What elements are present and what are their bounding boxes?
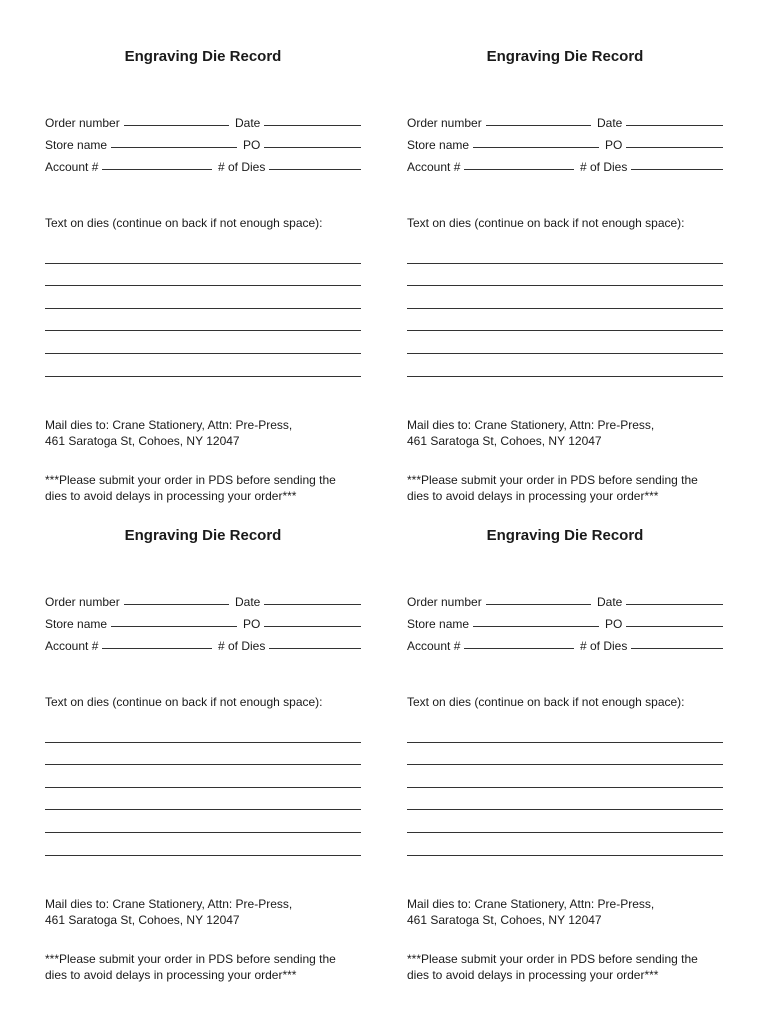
order-number-field[interactable] xyxy=(124,125,229,126)
order-date-row xyxy=(407,117,723,139)
dies-text-line[interactable] xyxy=(407,743,723,766)
dies-text-line[interactable] xyxy=(407,331,723,354)
engraving-die-record-card xyxy=(45,48,361,503)
submission-note xyxy=(45,472,361,504)
date-label: Date xyxy=(597,595,623,609)
dies-text-line[interactable] xyxy=(45,331,361,354)
account-field[interactable] xyxy=(464,169,574,170)
dies-text-line[interactable] xyxy=(45,354,361,377)
order-number-label: Order number xyxy=(45,595,120,609)
dies-text-line[interactable] xyxy=(407,833,723,856)
date-label: Date xyxy=(235,595,261,609)
mail-line-2: 461 Saratoga St, Cohoes, NY 12047 xyxy=(45,433,240,448)
store-name-label: Store name xyxy=(407,617,470,631)
mailing-address xyxy=(45,417,361,449)
dies-text-lines xyxy=(407,720,723,856)
dies-text-line[interactable] xyxy=(45,833,361,856)
account-label: Account # xyxy=(407,639,461,653)
dies-text-line[interactable] xyxy=(45,788,361,811)
dies-text-line[interactable] xyxy=(407,286,723,309)
card-title: Engraving Die Record xyxy=(486,527,644,544)
po-label: PO xyxy=(243,138,261,152)
po-field[interactable] xyxy=(626,147,723,148)
po-label: PO xyxy=(605,138,623,152)
card-title: Engraving Die Record xyxy=(124,48,282,65)
num-dies-field[interactable] xyxy=(269,169,361,170)
note-line-2: dies to avoid delays in processing your order*** xyxy=(45,967,297,982)
po-field[interactable] xyxy=(626,626,723,627)
dies-text-line[interactable] xyxy=(45,810,361,833)
account-label: Account # xyxy=(45,160,99,174)
submission-note xyxy=(407,472,723,504)
store-name-field[interactable] xyxy=(473,147,599,148)
submission-note xyxy=(407,951,723,983)
account-label: Account # xyxy=(407,160,461,174)
dies-text-lines xyxy=(45,720,361,856)
order-date-row xyxy=(45,117,361,139)
account-dies-row xyxy=(45,161,361,183)
order-number-label: Order number xyxy=(45,116,120,130)
store-po-row xyxy=(407,618,723,640)
dies-text-label: Text on dies (continue on back if not enough space): xyxy=(45,216,323,230)
store-po-row xyxy=(407,139,723,161)
dies-text-line[interactable] xyxy=(407,264,723,287)
account-field[interactable] xyxy=(464,648,574,649)
mail-line-1: Mail dies to: Crane Stationery, Attn: Pre-Press, xyxy=(407,417,655,432)
dies-text-line[interactable] xyxy=(407,354,723,377)
mailing-address xyxy=(407,417,723,449)
order-date-row xyxy=(407,596,723,618)
num-dies-label: # of Dies xyxy=(580,639,628,653)
mailing-address xyxy=(45,896,361,928)
date-label: Date xyxy=(597,116,623,130)
order-number-field[interactable] xyxy=(486,125,591,126)
engraving-die-record-card xyxy=(407,48,723,503)
dies-text-line[interactable] xyxy=(45,743,361,766)
num-dies-label: # of Dies xyxy=(218,160,266,174)
note-line-1: ***Please submit your order in PDS before sending the xyxy=(407,951,698,966)
dies-text-line[interactable] xyxy=(45,309,361,332)
store-name-field[interactable] xyxy=(111,147,237,148)
store-po-row xyxy=(45,139,361,161)
note-line-1: ***Please submit your order in PDS before sending the xyxy=(45,951,336,966)
card-title: Engraving Die Record xyxy=(124,527,282,544)
order-number-field[interactable] xyxy=(486,604,591,605)
dies-text-line[interactable] xyxy=(407,788,723,811)
mail-line-2: 461 Saratoga St, Cohoes, NY 12047 xyxy=(407,433,602,448)
store-name-field[interactable] xyxy=(473,626,599,627)
dies-text-lines xyxy=(407,241,723,377)
mail-line-1: Mail dies to: Crane Stationery, Attn: Pre-Press, xyxy=(45,896,293,911)
dies-text-line[interactable] xyxy=(45,264,361,287)
dies-text-line[interactable] xyxy=(407,309,723,332)
order-fields xyxy=(407,596,723,662)
num-dies-field[interactable] xyxy=(631,648,723,649)
account-dies-row xyxy=(407,640,723,662)
date-field[interactable] xyxy=(264,604,361,605)
store-name-label: Store name xyxy=(407,138,470,152)
account-label: Account # xyxy=(45,639,99,653)
mailing-address xyxy=(407,896,723,928)
note-line-1: ***Please submit your order in PDS before sending the xyxy=(407,472,698,487)
po-label: PO xyxy=(243,617,261,631)
note-line-1: ***Please submit your order in PDS before sending the xyxy=(45,472,336,487)
num-dies-label: # of Dies xyxy=(580,160,628,174)
store-name-label: Store name xyxy=(45,138,108,152)
order-fields xyxy=(407,117,723,183)
date-label: Date xyxy=(235,116,261,130)
dies-text-line[interactable] xyxy=(407,241,723,264)
engraving-die-record-card xyxy=(45,527,361,982)
order-number-label: Order number xyxy=(407,595,482,609)
dies-text-line[interactable] xyxy=(407,720,723,743)
dies-text-line[interactable] xyxy=(45,720,361,743)
dies-text-lines xyxy=(45,241,361,377)
dies-text-line[interactable] xyxy=(45,765,361,788)
order-fields xyxy=(45,596,361,662)
mail-line-1: Mail dies to: Crane Stationery, Attn: Pre-Press, xyxy=(45,417,293,432)
mail-line-2: 461 Saratoga St, Cohoes, NY 12047 xyxy=(45,912,240,927)
account-dies-row xyxy=(407,161,723,183)
date-field[interactable] xyxy=(264,125,361,126)
account-field[interactable] xyxy=(102,648,212,649)
mail-line-1: Mail dies to: Crane Stationery, Attn: Pre-Press, xyxy=(407,896,655,911)
po-field[interactable] xyxy=(264,626,361,627)
account-field[interactable] xyxy=(102,169,212,170)
store-name-field[interactable] xyxy=(111,626,237,627)
date-field[interactable] xyxy=(626,604,723,605)
dies-text-line[interactable] xyxy=(45,286,361,309)
order-number-field[interactable] xyxy=(124,604,229,605)
engraving-die-record-card xyxy=(407,527,723,982)
po-field[interactable] xyxy=(264,147,361,148)
note-line-2: dies to avoid delays in processing your order*** xyxy=(45,488,297,503)
order-number-label: Order number xyxy=(407,116,482,130)
date-field[interactable] xyxy=(626,125,723,126)
dies-text-line[interactable] xyxy=(407,810,723,833)
num-dies-field[interactable] xyxy=(269,648,361,649)
num-dies-label: # of Dies xyxy=(218,639,266,653)
po-label: PO xyxy=(605,617,623,631)
mail-line-2: 461 Saratoga St, Cohoes, NY 12047 xyxy=(407,912,602,927)
dies-text-line[interactable] xyxy=(407,765,723,788)
order-fields xyxy=(45,117,361,183)
num-dies-field[interactable] xyxy=(631,169,723,170)
dies-text-line[interactable] xyxy=(45,241,361,264)
dies-text-label: Text on dies (continue on back if not enough space): xyxy=(407,216,685,230)
dies-text-label: Text on dies (continue on back if not enough space): xyxy=(407,695,685,709)
note-line-2: dies to avoid delays in processing your order*** xyxy=(407,967,659,982)
submission-note xyxy=(45,951,361,983)
order-date-row xyxy=(45,596,361,618)
store-po-row xyxy=(45,618,361,640)
store-name-label: Store name xyxy=(45,617,108,631)
account-dies-row xyxy=(45,640,361,662)
card-title: Engraving Die Record xyxy=(486,48,644,65)
note-line-2: dies to avoid delays in processing your order*** xyxy=(407,488,659,503)
dies-text-label: Text on dies (continue on back if not enough space): xyxy=(45,695,323,709)
